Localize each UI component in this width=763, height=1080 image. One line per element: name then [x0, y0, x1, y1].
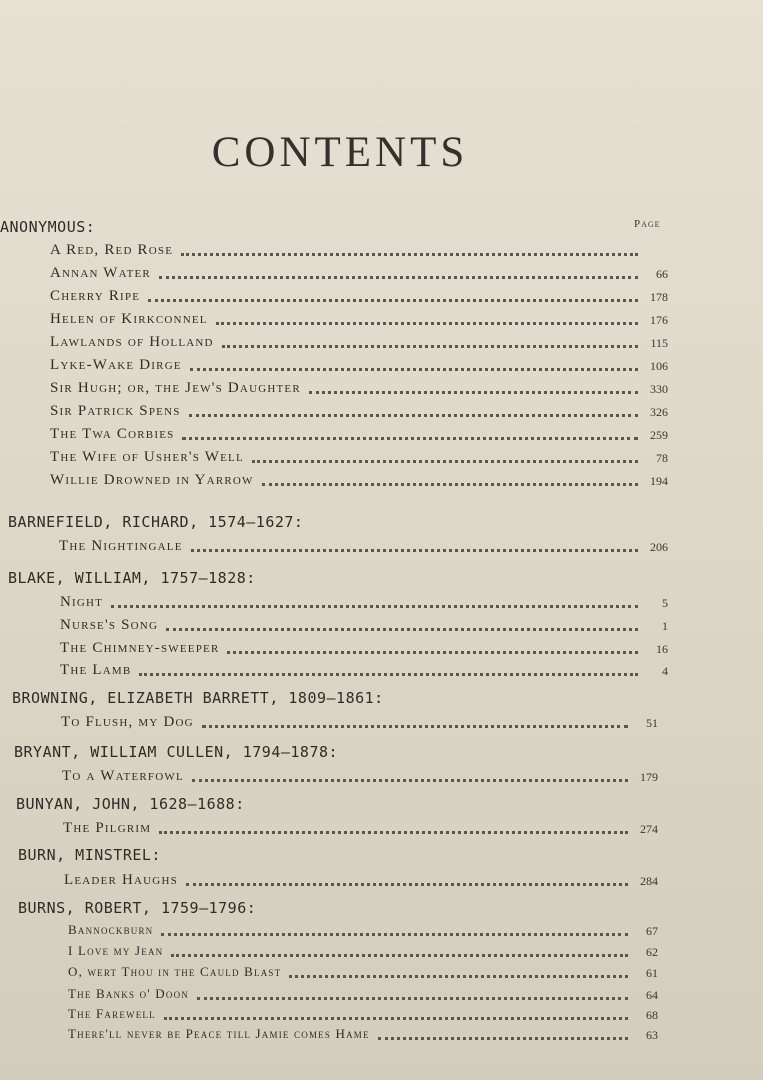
page-number: 259	[650, 428, 668, 442]
contents-title: CONTENTS	[211, 129, 469, 176]
page-number: 5	[662, 596, 668, 610]
poem-title: Sir Patrick Spens	[50, 403, 181, 419]
leader-dots	[309, 391, 638, 394]
author-heading: BURNS, ROBERT, 1759–1796:	[18, 899, 257, 917]
leader-dots	[166, 628, 638, 631]
page-number: 62	[646, 945, 658, 959]
leader-dots	[190, 368, 638, 371]
page-number: 176	[650, 313, 668, 327]
page-number: 68	[646, 1008, 658, 1022]
author-heading: BROWNING, ELIZABETH BARRETT, 1809–1861:	[12, 689, 384, 707]
poem-title: Lyke-Wake Dirge	[50, 357, 182, 373]
page-number: 1	[662, 619, 668, 633]
leader-dots	[159, 831, 628, 834]
leader-dots	[202, 725, 628, 728]
poem-title: I Love my Jean	[68, 943, 164, 958]
leader-dots	[181, 253, 638, 256]
page-number: 179	[640, 770, 658, 784]
poem-title: Willie Drowned in Yarrow	[50, 472, 254, 488]
poem-title: Bannockburn	[68, 922, 154, 937]
leader-dots	[161, 933, 628, 936]
leader-dots	[191, 549, 638, 552]
page-number: 16	[656, 642, 668, 656]
author-heading: BUNYAN, JOHN, 1628–1688:	[16, 795, 245, 813]
page-number: 194	[650, 474, 668, 488]
page-number: 178	[650, 290, 668, 304]
poem-title: There'll never be Peace till Jamie comes Hame	[68, 1026, 370, 1041]
page-number: 284	[640, 874, 658, 888]
page-number: 326	[650, 405, 668, 419]
poem-title: Leader Haughs	[64, 872, 178, 888]
poem-title: Night	[60, 594, 104, 610]
poem-title: Cherry Ripe	[50, 288, 141, 304]
leader-dots	[139, 673, 638, 676]
poem-title: The Pilgrim	[63, 820, 152, 836]
author-heading: BURN, MINSTREL:	[18, 846, 161, 864]
leader-dots	[171, 954, 628, 957]
leader-dots	[227, 651, 638, 654]
page-number: 115	[650, 336, 668, 350]
leader-dots	[182, 437, 638, 440]
leader-dots	[252, 460, 638, 463]
poem-title: The Lamb	[60, 662, 132, 678]
poem-title: A Red, Red Rose	[50, 242, 174, 258]
author-heading: BLAKE, WILLIAM, 1757–1828:	[8, 569, 256, 587]
page-number: 78	[656, 451, 668, 465]
leader-dots	[262, 483, 638, 486]
page-number: 67	[646, 924, 658, 938]
leader-dots	[378, 1037, 628, 1040]
poem-title: The Wife of Usher's Well	[50, 449, 244, 465]
poem-title: To a Waterfowl	[62, 768, 184, 784]
poem-title: The Chimney-sweeper	[60, 640, 220, 656]
leader-dots	[111, 605, 638, 608]
author-heading: ANONYMOUS:	[0, 218, 96, 236]
poem-title: To Flush, my Dog	[61, 714, 194, 730]
page-number: 64	[646, 988, 658, 1002]
page-column-label: Page	[634, 218, 661, 230]
page-number: 63	[646, 1028, 658, 1042]
page-number: 206	[650, 540, 668, 554]
leader-dots	[289, 975, 628, 978]
poem-title: Sir Hugh; or, the Jew's Daughter	[50, 380, 301, 396]
leader-dots	[197, 997, 628, 1000]
poem-title: The Banks o' Doon	[68, 986, 189, 1001]
poem-title: The Nightingale	[59, 538, 183, 554]
leader-dots	[222, 345, 638, 348]
poem-title: Annan Water	[50, 265, 151, 281]
poem-title: Helen of Kirkconnel	[50, 311, 208, 327]
page-number: 4	[662, 664, 668, 678]
poem-title: O, wert Thou in the Cauld Blast	[68, 964, 282, 979]
poem-title: Nurse's Song	[60, 617, 159, 633]
author-heading: BARNEFIELD, RICHARD, 1574–1627:	[8, 513, 304, 531]
leader-dots	[192, 779, 628, 782]
page-number: 106	[650, 359, 668, 373]
leader-dots	[189, 414, 638, 417]
leader-dots	[148, 299, 638, 302]
page-number: 61	[646, 966, 658, 980]
page-number: 66	[656, 267, 668, 281]
page-number: 330	[650, 382, 668, 396]
leader-dots	[186, 883, 628, 886]
poem-title: Lawlands of Holland	[50, 334, 214, 350]
leader-dots	[216, 322, 638, 325]
poem-title: The Twa Corbies	[50, 426, 175, 442]
leader-dots	[159, 276, 638, 279]
author-heading: BRYANT, WILLIAM CULLEN, 1794–1878:	[14, 743, 339, 761]
poem-title: The Farewell	[68, 1006, 156, 1021]
leader-dots	[164, 1017, 628, 1020]
page-number: 51	[646, 716, 658, 730]
page-number: 274	[640, 822, 658, 836]
